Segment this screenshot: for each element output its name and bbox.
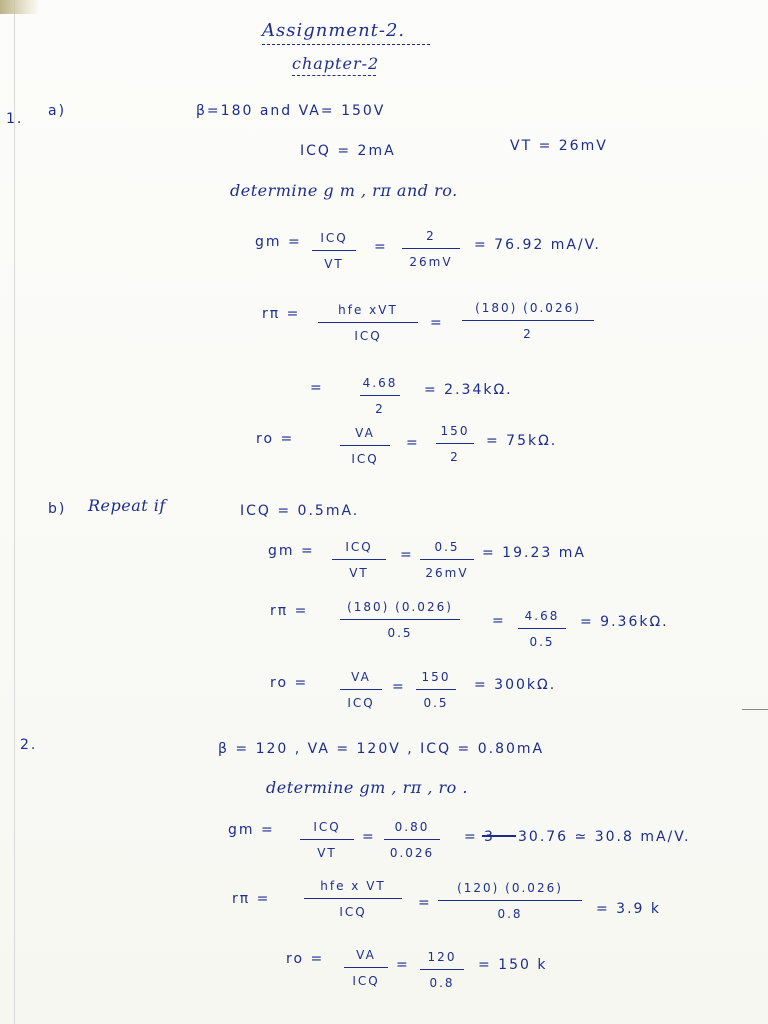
ro-b-fraction-2 (416, 671, 456, 709)
gm-a-f1-num: ICQ (320, 231, 348, 245)
gm-b-f2-den: 26mV (425, 566, 469, 580)
repeat-if-text: Repeat if (88, 496, 166, 515)
ro-2-eq: = (396, 957, 410, 973)
problem-1-number: 1. (6, 111, 24, 127)
ro-a-fraction-2 (436, 425, 474, 463)
rpi-a-step-fraction (360, 377, 400, 415)
given-vt: VT = 26mV (510, 138, 608, 154)
page-margin-line (14, 0, 15, 1024)
rpi-2-f1-den: ICQ (339, 905, 367, 919)
rpi-2-result: = 3.9 k (596, 901, 662, 917)
ro-2-f2-den: 0.8 (429, 976, 455, 990)
gm-b-f1-den: VT (349, 566, 369, 580)
ro-a-f1-den: ICQ (351, 452, 379, 466)
ro-b-eq: = (392, 679, 406, 695)
gm-2-fraction-2 (384, 821, 440, 859)
rpi-b-f2-den: 0.5 (529, 635, 555, 649)
gm-2-struck-digit: 3 (484, 829, 495, 845)
gm-b-lhs: gm = (268, 543, 315, 559)
rpi-2-lhs: rπ = (232, 891, 271, 907)
gm-2-eq-2: = (464, 829, 478, 845)
subtitle-underline (292, 75, 376, 76)
gm-a-f2-num: 2 (426, 229, 436, 243)
rpi-b-fraction-1 (340, 601, 460, 639)
rpi-a-fraction-2 (462, 302, 594, 340)
rpi-2-eq: = (418, 895, 432, 911)
rpi-a-f1-den: ICQ (354, 329, 382, 343)
assignment-title: Assignment-2. (262, 20, 406, 41)
rpi-2-f2-den: 0.8 (497, 907, 523, 921)
gm-2-lhs: gm = (228, 822, 275, 838)
part-a-label: a) (48, 103, 67, 119)
gm-2-result: 30.76 ≃ 30.8 mA/V. (518, 829, 691, 845)
ro-b-fraction-1 (340, 671, 382, 709)
ro-2-f1-den: ICQ (352, 974, 380, 988)
given-beta-va: β=180 and VA= 150V (196, 103, 386, 119)
gm-a-lhs: gm = (255, 234, 302, 250)
gm-2-f2-den: 0.026 (389, 846, 435, 860)
rpi-b-f1-den: 0.5 (387, 626, 413, 640)
page-edge-mark (742, 709, 768, 710)
rpi-b-f1-num: (180) (0.026) (347, 600, 453, 614)
gm-b-eq: = (400, 547, 414, 563)
gm-2-f2-num: 0.80 (394, 820, 430, 834)
gm-a-eq: = (374, 239, 388, 255)
ro-b-f1-den: ICQ (347, 696, 375, 710)
gm-b-f2-num: 0.5 (434, 540, 460, 554)
rpi-a-f2-num: (180) (0.026) (475, 301, 581, 315)
ro-a-f2-num: 150 (440, 424, 470, 438)
given-icq: ICQ = 2mA (300, 143, 396, 159)
ro-a-result: = 75kΩ. (486, 433, 558, 449)
given-icq-b: ICQ = 0.5mA. (240, 503, 360, 519)
gm-2-f1-num: ICQ (313, 820, 341, 834)
task-determine-2: determine gm , rπ , ro . (266, 778, 468, 797)
rpi-2-fraction-1 (304, 880, 402, 918)
rpi-2-f1-num: hfe x VT (320, 879, 386, 893)
ro-a-lhs: ro = (256, 431, 295, 447)
ro-a-f2-den: 2 (450, 450, 460, 464)
gm-2-fraction-1 (300, 821, 354, 859)
rpi-b-result: = 9.36kΩ. (580, 614, 669, 630)
rpi-a-f2-den: 2 (523, 327, 533, 341)
rpi-b-fraction-2 (518, 610, 566, 648)
gm-a-f2-den: 26mV (409, 255, 453, 269)
ro-b-lhs: ro = (270, 675, 309, 691)
rpi-b-lhs: rπ = (270, 603, 309, 619)
rpi-a-f1-num: hfe xVT (338, 303, 398, 317)
ro-a-eq: = (406, 435, 420, 451)
rpi-a-step-num: 4.68 (362, 376, 398, 390)
ro-a-fraction-1 (340, 427, 390, 465)
rpi-2-f2-num: (120) (0.026) (457, 881, 563, 895)
ro-2-fraction-2 (420, 951, 464, 989)
ro-2-f2-num: 120 (427, 950, 457, 964)
gm-a-result: = 76.92 mA/V. (474, 237, 601, 253)
ro-2-fraction-1 (344, 949, 388, 987)
ro-b-f1-num: VA (351, 670, 371, 684)
gm-2-strikethrough (482, 835, 516, 837)
gm-b-f1-num: ICQ (345, 540, 373, 554)
rpi-b-eq: = (492, 613, 506, 629)
rpi-a-fraction-1 (318, 304, 418, 342)
gm-b-fraction-1 (332, 541, 386, 579)
gm-a-fraction-1 (312, 232, 356, 270)
rpi-a-eq: = (430, 315, 444, 331)
gm-a-fraction-2 (402, 230, 460, 268)
gm-b-fraction-2 (420, 541, 474, 579)
rpi-b-f2-num: 4.68 (524, 609, 560, 623)
chapter-subtitle: chapter-2 (292, 54, 380, 73)
rpi-a-step-eq: = (310, 380, 324, 396)
gm-2-f1-den: VT (317, 846, 337, 860)
gm-b-result: = 19.23 mA (482, 545, 586, 561)
part-b-label: b) (48, 501, 67, 517)
rpi-2-fraction-2 (438, 882, 582, 920)
ro-2-f1-num: VA (356, 948, 376, 962)
ro-b-result: = 300kΩ. (474, 677, 557, 693)
title-underline (262, 44, 430, 45)
gm-2-eq: = (362, 829, 376, 845)
ro-a-f1-num: VA (355, 426, 375, 440)
rpi-a-lhs: rπ = (262, 306, 301, 322)
rpi-a-step-result: = 2.34kΩ. (424, 382, 513, 398)
ro-b-f2-den: 0.5 (423, 696, 449, 710)
ro-2-lhs: ro = (286, 951, 325, 967)
task-determine-a: determine g m , rπ and ro. (230, 181, 458, 200)
problem-2-number: 2. (20, 737, 38, 753)
problem-2-given: β = 120 , VA = 120V , ICQ = 0.80mA (218, 741, 545, 757)
gm-a-f1-den: VT (324, 257, 344, 271)
rpi-a-step-den: 2 (375, 402, 385, 416)
ro-2-result: = 150 k (478, 957, 548, 973)
ro-b-f2-num: 150 (421, 670, 451, 684)
page-corner-shadow (0, 0, 40, 14)
